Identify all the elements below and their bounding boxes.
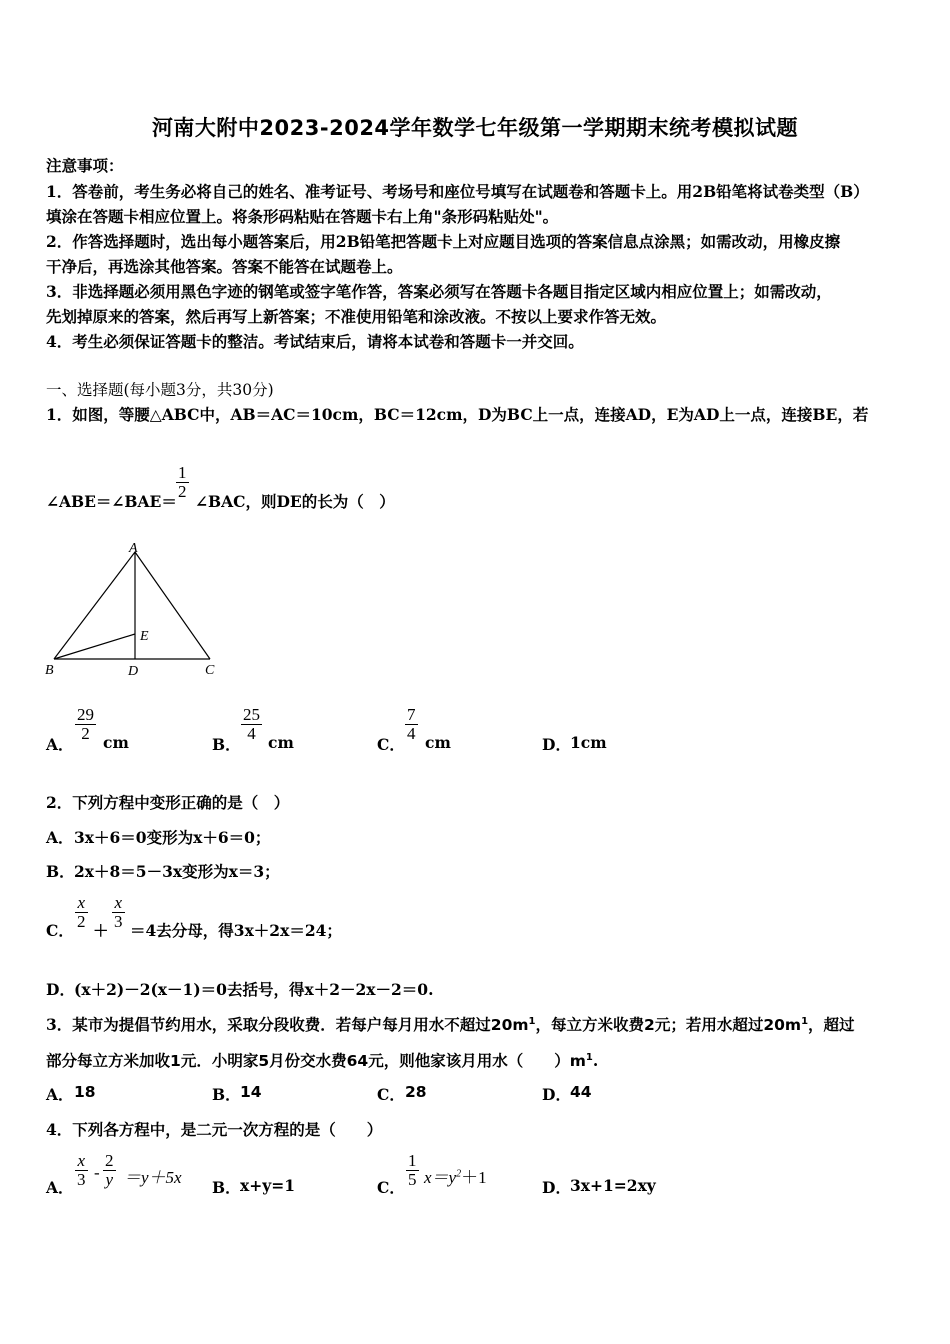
triangle-figure bbox=[40, 538, 230, 683]
notice-line: 先划掉原来的答案，然后再写上新答案；不准使用铅笔和涂改液。不按以上要求作答无效。 bbox=[46, 307, 667, 326]
fraction-denominator: 4 bbox=[247, 724, 256, 743]
fraction-denominator: 5 bbox=[408, 1170, 417, 1189]
option-text: 14 bbox=[240, 1083, 262, 1101]
fraction-denominator: 3 bbox=[114, 912, 123, 931]
q3-fee: 64 bbox=[346, 1052, 369, 1070]
q2-option-b-label: B． bbox=[46, 862, 75, 881]
section-heading: 一、选择题(每小题3分，共30分) bbox=[46, 381, 274, 399]
option-a-fraction bbox=[75, 706, 96, 743]
fraction-numerator: 25 bbox=[243, 705, 260, 724]
option-c-fraction bbox=[405, 706, 418, 743]
q3-line2: 部分每立方米加收1元．小明家5月份交水费64元，则他家该月用水（ ）$m^1$. bbox=[46, 1051, 599, 1070]
option-text: 44 bbox=[570, 1083, 592, 1101]
q1-angle-pre: ∠ABE＝∠BAE＝ bbox=[46, 492, 177, 511]
page-title: 河南大附中2023-2024学年数学七年级第一学期期末统考模拟试题 bbox=[151, 116, 799, 140]
notice-line: 2．作答选择题时，选出每小题答案后，用2B铅笔把答题卡上对应题目选项的答案信息点涂黑；如需改动，用橡皮擦 bbox=[46, 232, 841, 251]
notice-line: 填涂在答题卡相应位置上。将条形码粘贴在答题卡右上角"条形码粘贴处"。 bbox=[46, 207, 559, 226]
q4-option-c-expr bbox=[424, 1163, 487, 1188]
fraction-numerator: x bbox=[77, 1151, 86, 1170]
q3-exponent: 1 bbox=[528, 1015, 536, 1027]
q3-line1 bbox=[46, 1013, 855, 1035]
label-b: B bbox=[45, 663, 54, 678]
fraction-numerator: 2 bbox=[105, 1151, 114, 1170]
fraction-numerator: 1 bbox=[178, 463, 187, 482]
q1-fraction bbox=[176, 464, 189, 501]
fraction-denominator: 2 bbox=[81, 724, 90, 743]
option-unit: cm bbox=[103, 733, 129, 752]
q3-price: 2 bbox=[644, 1016, 655, 1034]
q4-option-a-rest: ＝y＋5x bbox=[124, 1168, 182, 1187]
q3-volume: 20m bbox=[763, 1016, 802, 1034]
notice-line: 3．非选择题必须用黑色字迹的钢笔或签字笔作答，答案必须写在答题卡各题目指定区域内相应位置上；如需改动， bbox=[46, 282, 832, 301]
option-label: B． bbox=[212, 1085, 241, 1104]
q3-text: 元，则他家该月用水（ ） bbox=[368, 1051, 570, 1070]
q2-option-c-rest: ＝4去分母，得3x＋2x＝24； bbox=[130, 921, 342, 940]
q3-text: 月份交水费 bbox=[269, 1051, 347, 1070]
notice-heading: 注意事项： bbox=[46, 156, 124, 175]
q4-option-c-label: C． bbox=[377, 1178, 405, 1197]
q3-text: 部分每立方米加收 bbox=[46, 1051, 171, 1070]
minus-sign: - bbox=[94, 1163, 100, 1182]
segment-be bbox=[54, 634, 135, 659]
label-e: E bbox=[140, 629, 149, 644]
option-label: B． bbox=[212, 735, 241, 754]
option-label: D． bbox=[542, 1085, 571, 1104]
fraction-numerator: 1 bbox=[408, 1151, 417, 1170]
fraction-numerator: x bbox=[77, 893, 86, 912]
q3-text: 3．某市为提倡节约用水，采取分段收费．若每户每月用水不超过 bbox=[46, 1015, 491, 1034]
q4-option-d: 3x+1=2xy bbox=[570, 1176, 656, 1195]
fraction-denominator: 2 bbox=[178, 482, 187, 501]
option-text: 18 bbox=[74, 1083, 96, 1101]
q2-option-a: 3x＋6＝0变形为x＋6＝0； bbox=[74, 828, 271, 847]
q3-exponent: 1 bbox=[801, 1015, 809, 1027]
q4-a-fraction-1 bbox=[75, 1152, 88, 1189]
q2-c-fraction-2 bbox=[112, 894, 125, 931]
q2-option-a-label: A． bbox=[46, 828, 74, 847]
q3-price: 1 bbox=[170, 1052, 181, 1070]
q4-c-text: ＋1 bbox=[461, 1168, 487, 1187]
option-label: C． bbox=[377, 1085, 405, 1104]
fraction-numerator: 29 bbox=[77, 705, 94, 724]
q2-stem: 2．下列方程中变形正确的是（ ） bbox=[46, 793, 290, 812]
fraction-denominator: 3 bbox=[77, 1170, 86, 1189]
label-c: C bbox=[205, 663, 215, 678]
q1-stem: 1．如图，等腰△ABC中，AB＝AC＝10cm，BC＝12cm，D为BC上一点，连接AD，E为AD上一点，连接BE，若 bbox=[46, 405, 869, 424]
q4-option-b: x+y=1 bbox=[240, 1176, 296, 1195]
q2-option-d-label: D． bbox=[46, 980, 75, 999]
option-label: C． bbox=[377, 735, 405, 754]
q4-a-fraction-2 bbox=[103, 1152, 116, 1189]
q3-text: 元；若用水超过 bbox=[654, 1015, 764, 1034]
q3-month: 5 bbox=[258, 1052, 270, 1070]
q4-option-b-label: B． bbox=[212, 1178, 241, 1197]
option-text: 1cm bbox=[570, 733, 607, 752]
q4-c-text: x＝y bbox=[424, 1168, 457, 1187]
option-text: 28 bbox=[405, 1083, 427, 1101]
q4-option-d-label: D． bbox=[542, 1178, 571, 1197]
q3-text: ，每立方米收费 bbox=[535, 1015, 645, 1034]
option-label: A． bbox=[46, 1085, 74, 1104]
fraction-denominator: 4 bbox=[407, 724, 416, 743]
q4-c-exponent: 2 bbox=[456, 1168, 462, 1180]
label-a: A bbox=[129, 541, 138, 556]
notice-line: 1．答卷前，考生务必将自己的姓名、准考证号、考场号和座位号填写在试题卷和答题卡上。用2B铅笔将试卷类型（B） bbox=[46, 182, 869, 201]
option-unit: cm bbox=[268, 733, 294, 752]
plus-sign: ＋ bbox=[93, 921, 109, 940]
q4-c-fraction bbox=[406, 1152, 419, 1189]
option-b-fraction bbox=[241, 706, 262, 743]
q3-text: ，超过 bbox=[808, 1015, 855, 1034]
q4-option-a-label: A． bbox=[46, 1178, 74, 1197]
edge-ab bbox=[54, 552, 135, 659]
q2-c-fraction-1 bbox=[75, 894, 88, 931]
option-unit: cm bbox=[425, 733, 451, 752]
q3-unit: m bbox=[569, 1052, 586, 1070]
q2-option-b: 2x＋8＝5－3x变形为x＝3； bbox=[74, 862, 280, 881]
notice-line: 4．考生必须保证答题卡的整洁。考试结束后，请将本试卷和答题卡一并交回。 bbox=[46, 332, 584, 351]
notice-line: 干净后，再选涂其他答案。答案不能答在试题卷上。 bbox=[46, 257, 403, 276]
q1-angle-post: ∠BAC，则DE的长为（ ） bbox=[195, 492, 395, 511]
fraction-denominator: y bbox=[105, 1170, 114, 1189]
q4-stem: 4．下列各方程中，是二元一次方程的是（ ） bbox=[46, 1120, 383, 1139]
q3-exponent: 1 bbox=[585, 1051, 593, 1063]
fraction-numerator: x bbox=[114, 893, 123, 912]
q2-option-d: (x＋2)－2(x－1)＝0去括号，得x＋2－2x－2＝0. bbox=[74, 980, 434, 999]
label-d: D bbox=[128, 664, 139, 679]
q2-option-c-label: C． bbox=[46, 921, 74, 940]
q3-text: 元．小明家 bbox=[180, 1051, 259, 1070]
fraction-numerator: 7 bbox=[407, 705, 416, 724]
fraction-denominator: 2 bbox=[77, 912, 86, 931]
q3-volume: 20m bbox=[490, 1016, 529, 1034]
option-label: A． bbox=[46, 735, 74, 754]
option-label: D． bbox=[542, 735, 571, 754]
